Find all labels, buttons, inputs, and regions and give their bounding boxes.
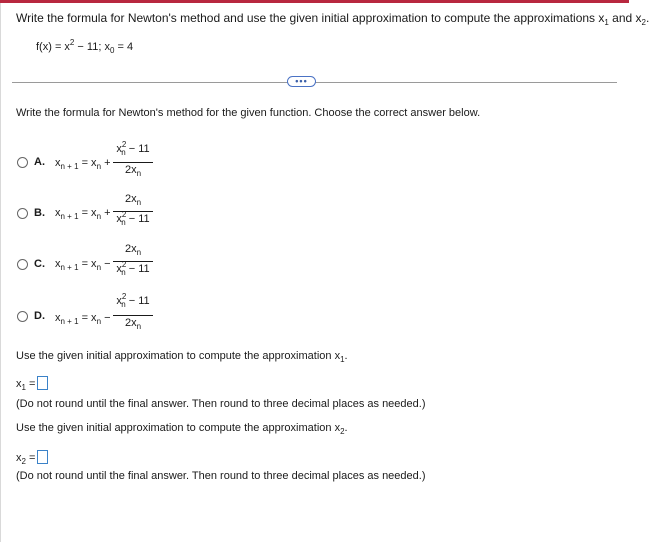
option-c-num: 2x bbox=[124, 243, 137, 255]
lhs-x: x bbox=[55, 258, 61, 270]
x1-var: x bbox=[16, 378, 22, 390]
option-c-radio[interactable] bbox=[17, 259, 28, 270]
lhs-eq: = x bbox=[78, 207, 97, 219]
option-b-numerator: $2x_n$ bbox=[124, 193, 142, 207]
option-d-num-tail: − 11 bbox=[125, 295, 150, 307]
option-a-num-tail: − 11 bbox=[125, 143, 150, 155]
option-b-num: 2x bbox=[124, 193, 137, 205]
function-exponent: 2 bbox=[69, 38, 75, 47]
option-a-denominator: $2x_n$ bbox=[124, 164, 142, 178]
lhs-eq: = x bbox=[78, 312, 97, 324]
instruction-sub1: 1 bbox=[604, 18, 609, 27]
lhs-eq: = x bbox=[78, 157, 97, 169]
question-x2-text: Use the given initial approximation to compute the approximation x bbox=[16, 422, 341, 434]
more-button[interactable]: ••• bbox=[287, 76, 316, 87]
lhs-eq: = x bbox=[78, 258, 97, 270]
lhs-x: x bbox=[55, 312, 61, 324]
option-b-den-tail: − 11 bbox=[125, 213, 150, 225]
question-x2-end: . bbox=[344, 422, 348, 434]
left-border bbox=[0, 3, 1, 542]
option-d-radio[interactable] bbox=[17, 311, 28, 322]
question-x1-prompt bbox=[16, 350, 348, 362]
lhs-sub: n + 1 bbox=[60, 317, 79, 326]
x1-sub: 1 bbox=[21, 383, 26, 392]
x1-eq: = bbox=[25, 378, 36, 390]
option-b-lhs bbox=[55, 207, 111, 219]
question-x2-sub: 2 bbox=[340, 427, 345, 436]
option-d-denominator: $2x_n$ bbox=[124, 317, 142, 331]
option-c-label[interactable]: C. bbox=[34, 258, 45, 270]
lhs-sub: n + 1 bbox=[60, 263, 79, 272]
x2-answer-row bbox=[16, 450, 48, 464]
question-x1-end: . bbox=[344, 350, 348, 362]
option-a-radio[interactable] bbox=[17, 157, 28, 168]
option-c-denominator: $x^2_n - 11$ bbox=[116, 260, 150, 277]
question-formula-prompt: Write the formula for Newton's method for the given function. Choose the correct answer below. bbox=[16, 107, 481, 119]
option-d-sign: − bbox=[104, 312, 111, 324]
option-d-den: 2x bbox=[124, 317, 137, 329]
instruction-main: Write the formula for Newton's method and use the given initial approximation to compute the approximations x bbox=[16, 11, 605, 25]
x1-answer-row bbox=[16, 376, 48, 390]
option-a-numerator: $x^2_n - 11$ bbox=[116, 140, 150, 157]
option-c-numerator: $2x_n$ bbox=[124, 243, 142, 257]
instruction-sub2: 2 bbox=[641, 18, 646, 27]
instruction-end: . bbox=[645, 11, 649, 25]
lhs-x: x bbox=[55, 157, 61, 169]
option-d-numerator: $x^2_n - 11$ bbox=[116, 292, 150, 309]
option-b-fraction-bar bbox=[113, 211, 153, 212]
option-c-den-tail: − 11 bbox=[125, 263, 150, 275]
option-a-den: 2x bbox=[124, 164, 137, 176]
question-x1-sub: 1 bbox=[340, 355, 345, 364]
x2-eq: = bbox=[25, 452, 36, 464]
x2-sub: 2 bbox=[21, 457, 26, 466]
lhs-sub: n + 1 bbox=[60, 162, 79, 171]
lhs-n: n bbox=[96, 162, 102, 171]
lhs-n: n bbox=[96, 263, 102, 272]
option-a-label[interactable]: A. bbox=[34, 156, 45, 168]
option-b-sign: + bbox=[104, 207, 111, 219]
lhs-sub: n + 1 bbox=[60, 212, 79, 221]
x2-hint: (Do not round until the final answer. Then round to three decimal places as needed.) bbox=[16, 470, 426, 482]
option-a-sign: + bbox=[104, 157, 111, 169]
question-x2-prompt bbox=[16, 422, 348, 434]
option-c-sign: − bbox=[104, 258, 111, 270]
function-mid: − 11; x bbox=[74, 41, 110, 53]
option-c-fraction-bar bbox=[113, 261, 153, 262]
option-d-label[interactable]: D. bbox=[34, 310, 45, 322]
option-d-fraction-bar bbox=[113, 315, 153, 316]
lhs-x: x bbox=[55, 207, 61, 219]
option-b-radio[interactable] bbox=[17, 208, 28, 219]
option-a-lhs bbox=[55, 157, 111, 169]
lhs-n: n bbox=[96, 212, 102, 221]
x1-hint: (Do not round until the final answer. Then round to three decimal places as needed.) bbox=[16, 398, 426, 410]
option-c-lhs bbox=[55, 258, 111, 270]
instruction-text bbox=[16, 11, 649, 25]
option-b-denominator: $x^2_n - 11$ bbox=[116, 210, 150, 227]
x0-sub: 0 bbox=[109, 46, 115, 55]
lhs-n: n bbox=[96, 317, 102, 326]
top-accent-bar bbox=[0, 0, 629, 3]
x2-answer-input[interactable] bbox=[37, 450, 48, 464]
option-a-fraction-bar bbox=[113, 162, 153, 163]
question-x1-text: Use the given initial approximation to compute the approximation x bbox=[16, 350, 341, 362]
option-d-lhs bbox=[55, 312, 111, 324]
x2-var: x bbox=[16, 452, 22, 464]
x1-answer-input[interactable] bbox=[37, 376, 48, 390]
function-definition bbox=[36, 38, 134, 55]
x0-value: = 4 bbox=[114, 41, 134, 53]
function-prefix: f(x) = x bbox=[36, 41, 70, 53]
option-b-label[interactable]: B. bbox=[34, 207, 45, 219]
instruction-and: and x bbox=[608, 11, 642, 25]
